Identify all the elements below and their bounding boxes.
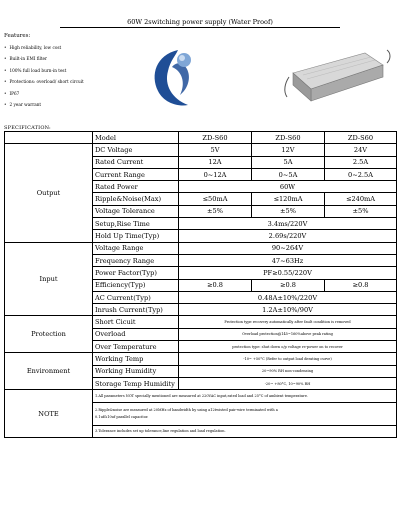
row-label: Working Temp	[93, 353, 179, 365]
cell-value: ±5%	[179, 205, 252, 217]
cell-value: 60W	[179, 181, 397, 193]
cell-value: ≤120mA	[252, 193, 325, 205]
cell-value: ≥0.8	[179, 279, 252, 291]
cell-value: 47~63Hz	[179, 254, 397, 266]
row-label: Inrush Current(Typ)	[93, 304, 179, 316]
cell-value: Protection type recovery automatically after fault condition is removed	[179, 316, 397, 328]
feature-item: • Protections: overload/ short circuit	[4, 79, 84, 90]
row-label: Setup,Rise Time	[93, 218, 179, 230]
feature-item: • 100% full load burn-in test	[4, 68, 84, 79]
cell-value: 3.4ms/220V	[179, 218, 397, 230]
cell-value: -20~ +80°C, 10~90% RH	[179, 377, 397, 389]
cell-value: ≥0.8	[325, 279, 397, 291]
cell-value: 1.2A±10%/90V	[179, 304, 397, 316]
note-line: 1.All parameters NOT specially mentioned are measured at 220VAC input,rated load and 25°C of ambient temperature.	[93, 390, 397, 402]
cell-value: ±5%	[252, 205, 325, 217]
row-label: Hold Up Time(Typ)	[93, 230, 179, 242]
row-label: Rated Current	[93, 156, 179, 168]
cell-value: ≤240mA	[325, 193, 397, 205]
power-supply-product-icon	[283, 47, 393, 107]
row-label: Frequency Range	[93, 254, 179, 266]
cell-value: 0~5A	[252, 168, 325, 180]
cell-value: ±5%	[325, 205, 397, 217]
cell-value: 0~2.5A	[325, 168, 397, 180]
cell-value: 5A	[252, 156, 325, 168]
row-label: Voltage Tolerance	[93, 205, 179, 217]
row-label: Short Cicuit	[93, 316, 179, 328]
table-row	[5, 353, 397, 365]
model-name: ZD-S60	[252, 132, 325, 144]
row-label: Ripple&Noise(Max)	[93, 193, 179, 205]
table-row	[5, 242, 397, 254]
row-label: Current Range	[93, 168, 179, 180]
row-label: Working Humidity	[93, 365, 179, 377]
features-list	[4, 45, 84, 113]
output-group-label: Output	[5, 144, 93, 242]
blank-cell	[5, 132, 93, 144]
model-name: ZD-S60	[179, 132, 252, 144]
cell-value: ≥0.8	[252, 279, 325, 291]
row-label: AC Current(Typ)	[93, 291, 179, 303]
row-label: Voltage Range	[93, 242, 179, 254]
note-line: 2.Ripple&noise are measured at 20MHz of bandwidth by using a12twisted pair-wire terminated with a 0.1uf&10uf parallel capacitor.	[93, 402, 397, 425]
cell-value: 2.69s/220V	[179, 230, 397, 242]
specification-table	[4, 131, 397, 438]
model-name: ZD-S60	[325, 132, 397, 144]
table-row	[5, 390, 397, 402]
cell-value: 2.5A	[325, 156, 397, 168]
cell-value: PF≥0.55/220V	[179, 267, 397, 279]
cell-value: -10~ +50°C (Refer to output load derating curve)	[179, 353, 397, 365]
row-label: Rated Power	[93, 181, 179, 193]
input-group-label: Input	[5, 242, 93, 316]
note-group-label: NOTE	[5, 390, 93, 438]
table-row	[5, 144, 397, 156]
note-line: 3.Tolerance includes set up tolerance,line regulation and load regulation.	[93, 425, 397, 437]
cell-value: 5V	[179, 144, 252, 156]
cell-value: 0~12A	[179, 168, 252, 180]
row-label: Efficiency(Typ)	[93, 279, 179, 291]
feature-item: • IP67	[4, 91, 84, 102]
cell-value: 90~264V	[179, 242, 397, 254]
table-header-row	[5, 132, 397, 144]
cell-value: 20~90% RH non-condensing	[179, 365, 397, 377]
specification-label: SPECIFICATION:	[4, 125, 51, 131]
cell-value: 12A	[179, 156, 252, 168]
protection-group-label: Protection	[5, 316, 93, 353]
feature-item: • 2 year warrant	[4, 102, 84, 113]
row-label: Storage Temp Humidity	[93, 377, 179, 389]
title-underline	[60, 27, 340, 28]
environment-group-label: Environment	[5, 353, 93, 390]
cell-value: Overload protection@145~160%above peak rating	[179, 328, 397, 340]
row-label: Over Temperature	[93, 341, 179, 353]
features-label: Features:	[4, 33, 31, 39]
company-logo-icon	[148, 47, 200, 111]
cell-value: 0.48A±10%/220V	[179, 291, 397, 303]
feature-item: • High reliability, low cost	[4, 45, 84, 56]
feature-item: • Built-in EMI filter	[4, 56, 84, 67]
table-row	[5, 316, 397, 328]
row-label: Power Factor(Typ)	[93, 267, 179, 279]
cell-value: ≤50mA	[179, 193, 252, 205]
cell-value: 12V	[252, 144, 325, 156]
row-label: DC Voltage	[93, 144, 179, 156]
model-label: Model	[93, 132, 179, 144]
cell-value: protection type: shut down o/p voltage re-power on to recover	[179, 341, 397, 353]
page-title: 60W 2switching power supply (Water Proof)	[127, 18, 273, 26]
cell-value: 24V	[325, 144, 397, 156]
row-label: Overload	[93, 328, 179, 340]
